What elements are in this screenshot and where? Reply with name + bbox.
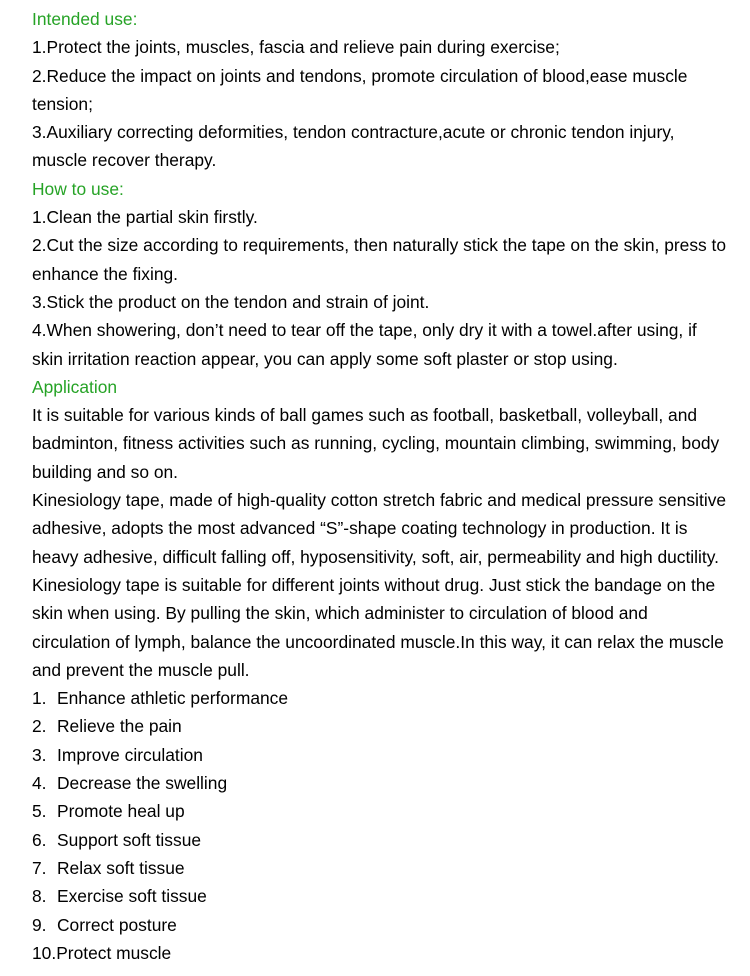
application-line: It is suitable for various kinds of ball games such as football, basketball, volleyball, and (32, 405, 698, 426)
benefits-list (32, 684, 750, 967)
application-line: heavy adhesive, difficult falling off, hyposensitivity, soft, air, permeability and high ductility. (32, 546, 719, 567)
application-line: and prevent the muscle pull. (32, 659, 250, 680)
list-item-number: 3. (32, 744, 47, 765)
how-to-use-line: skin irritation reaction appear, you can apply some soft plaster or stop using. (32, 348, 618, 369)
application-line: circulation of lymph, balance the uncoordinated muscle.In this way, it can relax the muscle (32, 631, 724, 652)
list-item-text: Protect muscle (56, 942, 172, 963)
list-item-number: 4. (32, 773, 47, 794)
application-line: adhesive, adopts the most advanced “S”-shape coating technology in production. It is (32, 518, 688, 539)
list-item-text: Relax soft tissue (57, 857, 185, 878)
list-item (32, 911, 750, 939)
application-line: skin when using. By pulling the skin, which administer to circulation of blood and (32, 603, 648, 624)
how-to-use-heading: How to use: (32, 178, 124, 199)
list-item (32, 797, 750, 825)
intended-use-line: muscle recover therapy. (32, 150, 217, 171)
list-item-number: 9. (32, 914, 47, 935)
list-item (32, 854, 750, 882)
how-to-use-line: enhance the fixing. (32, 263, 178, 284)
intended-use-line: 1.Protect the joints, muscles, fascia and relieve pain during exercise; (32, 37, 560, 58)
list-item (32, 939, 750, 967)
application-heading: Application (32, 376, 118, 397)
intended-use-line: 2.Reduce the impact on joints and tendons, promote circulation of blood,ease muscle (32, 65, 688, 86)
list-item-text: Correct posture (57, 914, 177, 935)
how-to-use-line: 1.Clean the partial skin firstly. (32, 207, 258, 228)
list-item-number: 7. (32, 857, 47, 878)
list-item (32, 712, 750, 740)
list-item-text: Improve circulation (57, 744, 203, 765)
application-line: badminton, fitness activities such as running, cycling, mountain climbing, swimming, body (32, 433, 720, 454)
list-item (32, 684, 750, 712)
list-item-number: 10. (32, 942, 57, 963)
list-item-text: Support soft tissue (57, 829, 202, 850)
application-line: Kinesiology tape is suitable for different joints without drug. Just stick the bandage on the (32, 574, 716, 595)
product-description (32, 5, 750, 967)
how-to-use-line: 3.Stick the product on the tendon and strain of joint. (32, 291, 430, 312)
intended-use-line: 3.Auxiliary correcting deformities, tendon contracture,acute or chronic tendon injury, (32, 122, 675, 143)
how-to-use-line: 4.When showering, don’t need to tear off the tape, only dry it with a towel.after using, if (32, 320, 697, 341)
list-item-text: Enhance athletic performance (57, 688, 289, 709)
application-line: building and so on. (32, 461, 179, 482)
intended-use-line: tension; (32, 93, 93, 114)
list-item (32, 741, 750, 769)
list-item (32, 769, 750, 797)
list-item-number: 6. (32, 829, 47, 850)
application-line: Kinesiology tape, made of high-quality cotton stretch fabric and medical pressure sensitive (32, 490, 727, 511)
list-item (32, 882, 750, 910)
how-to-use-line: 2.Cut the size according to requirements, then naturally stick the tape on the skin, press to (32, 235, 727, 256)
intended-use-heading: Intended use: (32, 9, 138, 29)
list-item-number: 5. (32, 801, 47, 822)
list-item-text: Decrease the swelling (57, 773, 228, 794)
list-item-text: Exercise soft tissue (57, 886, 207, 907)
list-item-number: 2. (32, 716, 47, 737)
list-item-text: Promote heal up (57, 801, 185, 822)
list-item-number: 8. (32, 886, 47, 907)
list-item (32, 826, 750, 854)
list-item-text: Relieve the pain (57, 716, 182, 737)
list-item-number: 1. (32, 688, 47, 709)
